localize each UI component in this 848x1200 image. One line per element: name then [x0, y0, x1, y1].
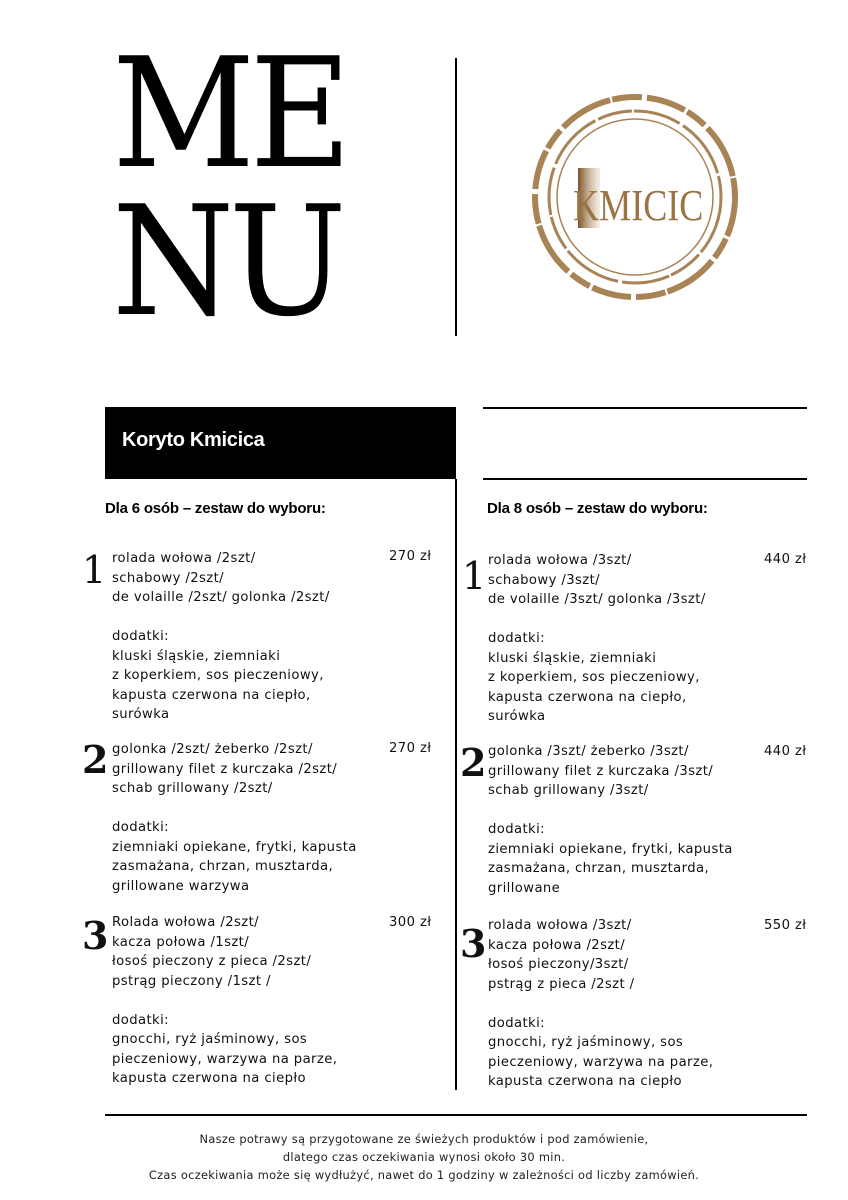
- item-line: grillowany filet z kurczaka /2szt/: [112, 761, 338, 777]
- sides-label: dodatki:: [112, 629, 170, 644]
- menu-title-line1: ME: [112, 25, 347, 202]
- item-line: pstrąg pieczony /1szt /: [112, 973, 271, 989]
- sides-label: dodatki:: [488, 1015, 546, 1031]
- item-line: schab grillowany /3szt/: [488, 783, 649, 798]
- sides-line: ziemniaki opiekane, frytki, kapusta: [488, 841, 733, 857]
- sides-line: ziemniaki opiekane, frytki, kapusta: [112, 839, 357, 855]
- footer-note: [60, 1130, 788, 1184]
- sides-line: surówka: [488, 709, 546, 724]
- set-number: 3: [460, 921, 487, 966]
- set-price: 550 zł: [764, 918, 807, 933]
- sides-label: dodatki:: [488, 631, 546, 646]
- sides-label: dodatki:: [488, 822, 546, 837]
- sides-line: z koperkiem, sos pieczeniowy,: [112, 668, 324, 683]
- set-price: 440 zł: [764, 552, 807, 567]
- item-line: schab grillowany /2szt/: [112, 781, 273, 796]
- footer-line: Czas oczekiwania może się wydłużyć, nawet do 1 godziny w zależności od liczby zamówień.: [148, 1168, 700, 1182]
- sides-line: kluski śląskie, ziemniaki: [488, 650, 657, 666]
- sides-line: gnocchi, ryż jaśminowy, sos: [488, 1035, 684, 1050]
- item-line: de volaille /2szt/ golonka /2szt/: [112, 590, 330, 605]
- right-top-rule: [483, 407, 807, 409]
- sides-line: pieczeniowy, warzywa na parze,: [488, 1054, 714, 1070]
- right-bottom-rule: [483, 478, 807, 480]
- set-number: 2: [460, 740, 487, 785]
- header-divider: [455, 58, 457, 336]
- item-line: Rolada wołowa /2szt/: [112, 915, 259, 930]
- item-line: rolada wołowa /2szt/: [112, 551, 256, 566]
- item-line: rolada wołowa /3szt/: [488, 918, 632, 933]
- sides-line: kapusta czerwona na ciepło,: [488, 689, 687, 705]
- item-line: golonka /3szt/ żeberko /3szt/: [488, 744, 689, 759]
- sides-line: surówka: [112, 707, 170, 722]
- set-description: [112, 549, 402, 725]
- sides-line: zasmażana, chrzan, musztarda,: [112, 859, 334, 874]
- set-number: 1: [82, 548, 107, 592]
- set-description: [488, 742, 778, 898]
- set-description: [488, 916, 778, 1092]
- set-number: 3: [82, 913, 109, 958]
- column-divider: [455, 479, 457, 1090]
- menu-title: [112, 25, 388, 350]
- menu-title-line2: NU: [112, 173, 342, 350]
- footer-line: dlatego czas oczekiwania wynosi około 30 min.: [282, 1150, 566, 1164]
- item-line: pstrąg z pieca /2szt /: [488, 976, 635, 992]
- sides-line: grillowane: [488, 880, 561, 896]
- item-line: rolada wołowa /3szt/: [488, 553, 632, 568]
- item-line: de volaille /3szt/ golonka /3szt/: [488, 592, 706, 607]
- item-line: łosoś pieczony z pieca /2szt/: [112, 954, 312, 969]
- footer-rule: [105, 1114, 807, 1116]
- sides-line: kapusta czerwona na ciepło,: [112, 687, 311, 703]
- item-line: kacza połowa /1szt/: [112, 934, 250, 950]
- set-price: 440 zł: [764, 744, 807, 759]
- set-number: 1: [462, 554, 487, 598]
- item-line: grillowany filet z kurczaka /3szt/: [488, 763, 714, 779]
- sides-line: kluski śląskie, ziemniaki: [112, 648, 281, 664]
- group-title-6: Dla 6 osób – zestaw do wyboru:: [105, 500, 326, 517]
- group-title-8: Dla 8 osób – zestaw do wyboru:: [487, 500, 708, 517]
- sides-line: kapusta czerwona na ciepło: [488, 1074, 682, 1089]
- sides-line: kapusta czerwona na ciepło: [112, 1071, 306, 1086]
- set-price: 300 zł: [389, 915, 432, 930]
- sides-line: pieczeniowy, warzywa na parze,: [112, 1051, 338, 1067]
- set-price: 270 zł: [389, 549, 432, 564]
- item-line: golonka /2szt/ żeberko /2szt/: [112, 742, 313, 757]
- set-description: [112, 740, 402, 896]
- set-number: 2: [82, 737, 109, 782]
- sides-line: z koperkiem, sos pieczeniowy,: [488, 670, 700, 685]
- set-price: 270 zł: [389, 741, 432, 756]
- sides-line: gnocchi, ryż jaśminowy, sos: [112, 1032, 308, 1047]
- sides-line: zasmażana, chrzan, musztarda,: [488, 861, 710, 876]
- sides-line: grillowane warzywa: [112, 878, 250, 894]
- set-description: [112, 913, 402, 1089]
- section-title-bar: [105, 407, 456, 479]
- restaurant-logo-stamp: [530, 92, 740, 302]
- footer-line: Nasze potrawy są przygotowane ze świeżych produktów i pod zamówienie,: [199, 1132, 649, 1146]
- sides-label: dodatki:: [112, 820, 170, 835]
- logo-text: KMICIC: [573, 180, 704, 230]
- set-description: [488, 551, 778, 727]
- item-line: łosoś pieczony/3szt/: [488, 957, 629, 972]
- item-line: schabowy /2szt/: [112, 570, 225, 586]
- section-title: Koryto Kmicica: [122, 429, 265, 451]
- item-line: schabowy /3szt/: [488, 572, 601, 588]
- item-line: kacza połowa /2szt/: [488, 937, 626, 953]
- sides-label: dodatki:: [112, 1012, 170, 1028]
